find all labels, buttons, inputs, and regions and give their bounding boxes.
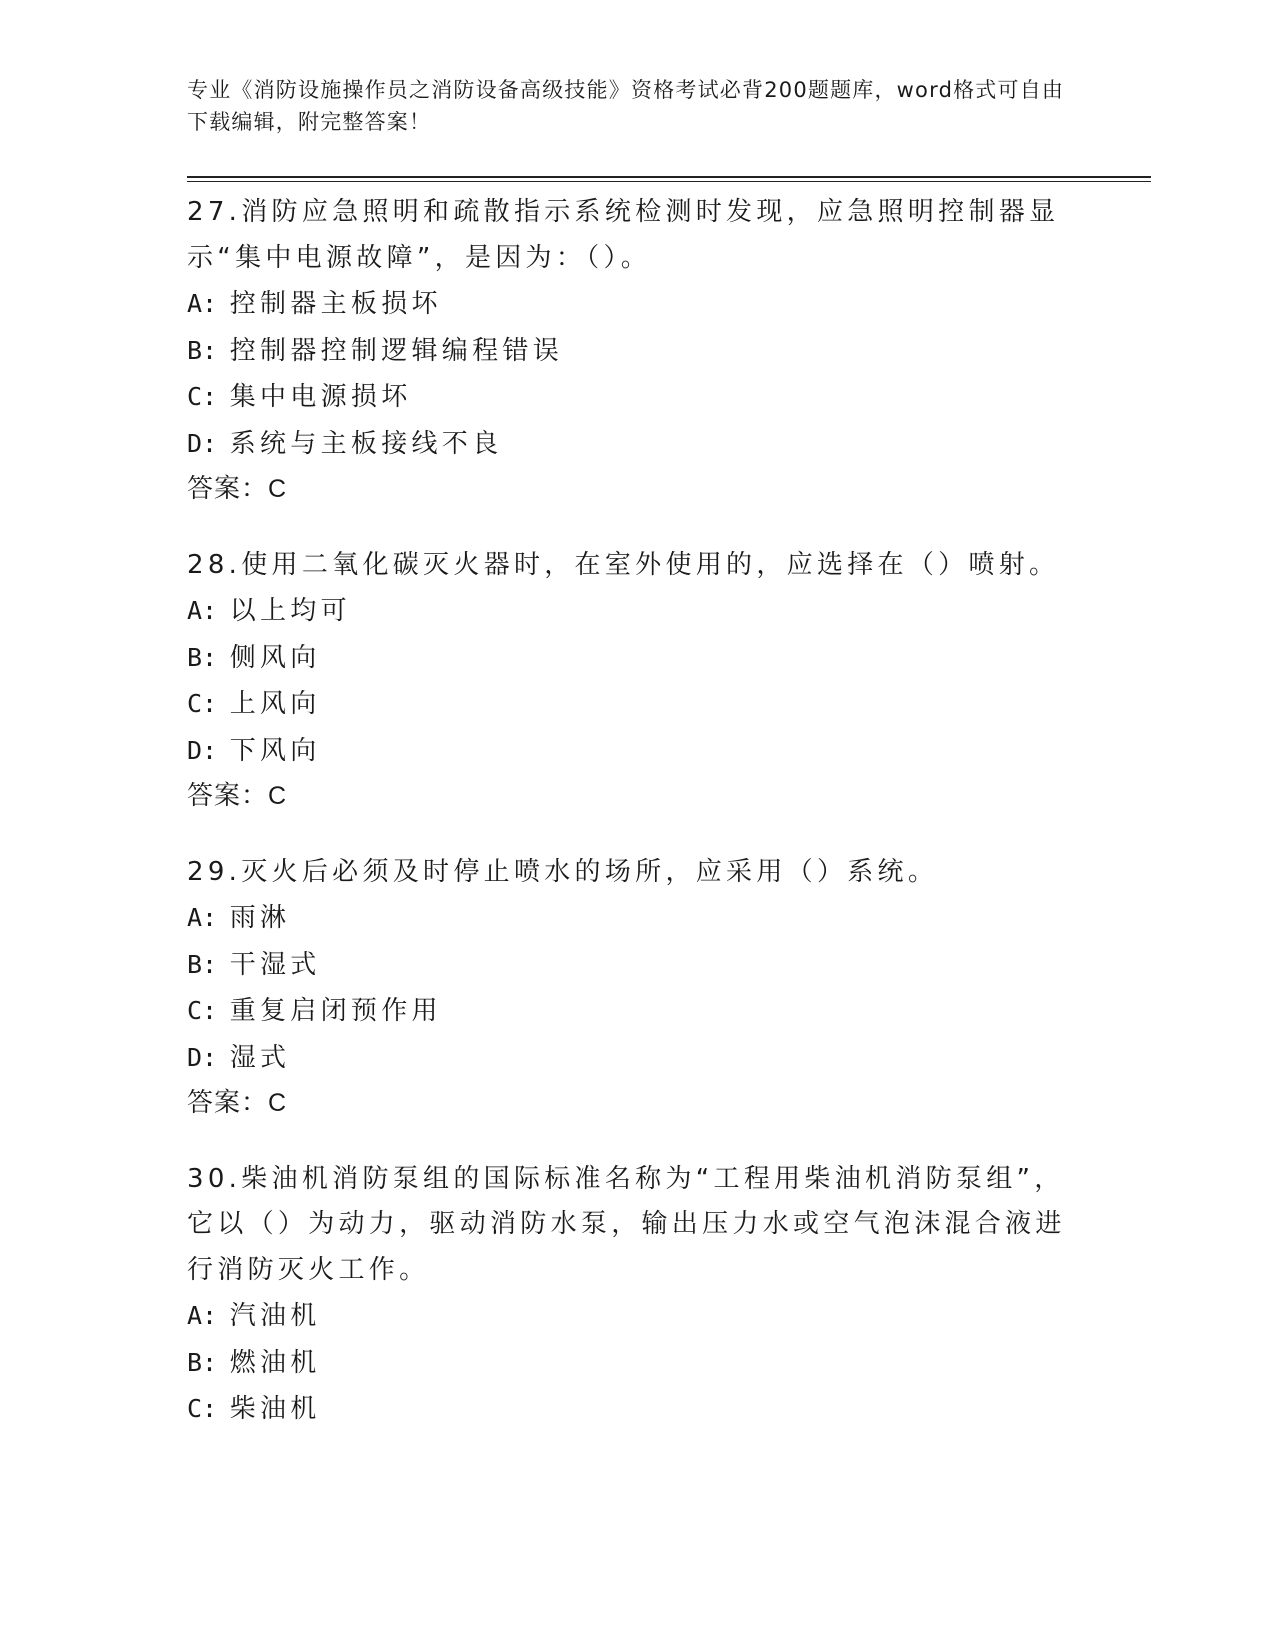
option-b bbox=[187, 635, 1087, 682]
option-c bbox=[187, 988, 1087, 1035]
option-key: C: bbox=[187, 996, 218, 1025]
answer-label: 答案： bbox=[187, 781, 269, 811]
answer-value: C bbox=[268, 1089, 288, 1117]
option-text: 汽油机 bbox=[229, 1301, 321, 1331]
option-text: 燃油机 bbox=[229, 1347, 321, 1378]
question-27 bbox=[187, 190, 1087, 513]
option-key: A: bbox=[187, 903, 218, 932]
option-key: A: bbox=[187, 289, 218, 318]
question-text: 30.柴油机消防泵组的国际标准名称为“工程用柴油机消防泵组”，它以（）为动力，驱动消防水泵，输出压力水或空气泡沫混合液进行消防灭火工作。 bbox=[187, 1163, 1066, 1285]
option-b bbox=[187, 1340, 1087, 1387]
option-text: 以上均可 bbox=[229, 596, 351, 626]
option-a bbox=[187, 1293, 1087, 1340]
header-divider-thin bbox=[187, 181, 1151, 182]
option-c bbox=[187, 681, 1087, 728]
answer-line bbox=[187, 1081, 1087, 1127]
option-key: B: bbox=[187, 335, 218, 365]
option-key: C: bbox=[187, 1394, 218, 1423]
header-divider bbox=[187, 176, 1151, 178]
option-a bbox=[187, 281, 1087, 328]
option-text: 干湿式 bbox=[229, 949, 321, 980]
option-text: 控制器控制逻辑编程错误 bbox=[229, 335, 563, 366]
answer-label: 答案： bbox=[187, 474, 269, 504]
option-text: 侧风向 bbox=[229, 642, 321, 673]
option-c bbox=[187, 1386, 1087, 1433]
option-d bbox=[187, 421, 1087, 468]
option-text: 雨淋 bbox=[229, 903, 291, 933]
option-text: 控制器主板损坏 bbox=[229, 289, 442, 319]
option-d bbox=[187, 1035, 1087, 1082]
option-b bbox=[187, 328, 1087, 375]
option-text: 集中电源损坏 bbox=[229, 382, 412, 412]
question-text: 29.灭火后必须及时停止喷水的场所，应采用（）系统。 bbox=[187, 856, 939, 887]
answer-label: 答案： bbox=[187, 1088, 269, 1118]
option-key: D: bbox=[187, 428, 218, 458]
option-c bbox=[187, 374, 1087, 421]
question-30 bbox=[187, 1157, 1087, 1433]
option-d bbox=[187, 728, 1087, 775]
option-key: D: bbox=[187, 735, 218, 765]
option-b bbox=[187, 942, 1087, 989]
option-text: 柴油机 bbox=[229, 1394, 321, 1424]
answer-line bbox=[187, 467, 1087, 513]
answer-value: C bbox=[268, 782, 288, 810]
question-list bbox=[187, 190, 1087, 1463]
option-key: B: bbox=[187, 1347, 218, 1377]
option-key: A: bbox=[187, 596, 218, 625]
option-a bbox=[187, 895, 1087, 942]
answer-value: C bbox=[268, 475, 288, 503]
answer-line bbox=[187, 774, 1087, 820]
option-key: B: bbox=[187, 949, 218, 979]
option-key: B: bbox=[187, 642, 218, 672]
option-text: 上风向 bbox=[229, 689, 321, 719]
question-text: 27.消防应急照明和疏散指示系统检测时发现，应急照明控制器显示“集中电源故障”，是因为：（）。 bbox=[187, 197, 1060, 273]
option-text: 重复启闭预作用 bbox=[229, 996, 442, 1026]
document-header: 专业《消防设施操作员之消防设备高级技能》资格考试必背200题题库，word格式可自由下载编辑，附完整答案！ bbox=[187, 78, 1065, 134]
option-key: C: bbox=[187, 689, 218, 718]
option-key: A: bbox=[187, 1301, 218, 1330]
option-text: 下风向 bbox=[229, 735, 321, 766]
question-28 bbox=[187, 543, 1087, 820]
question-text: 28.使用二氧化碳灭火器时，在室外使用的，应选择在（）喷射。 bbox=[187, 549, 1060, 580]
option-text: 系统与主板接线不良 bbox=[229, 428, 503, 459]
option-a bbox=[187, 588, 1087, 635]
option-key: C: bbox=[187, 382, 218, 411]
option-text: 湿式 bbox=[229, 1042, 291, 1073]
question-29 bbox=[187, 850, 1087, 1127]
option-key: D: bbox=[187, 1042, 218, 1072]
